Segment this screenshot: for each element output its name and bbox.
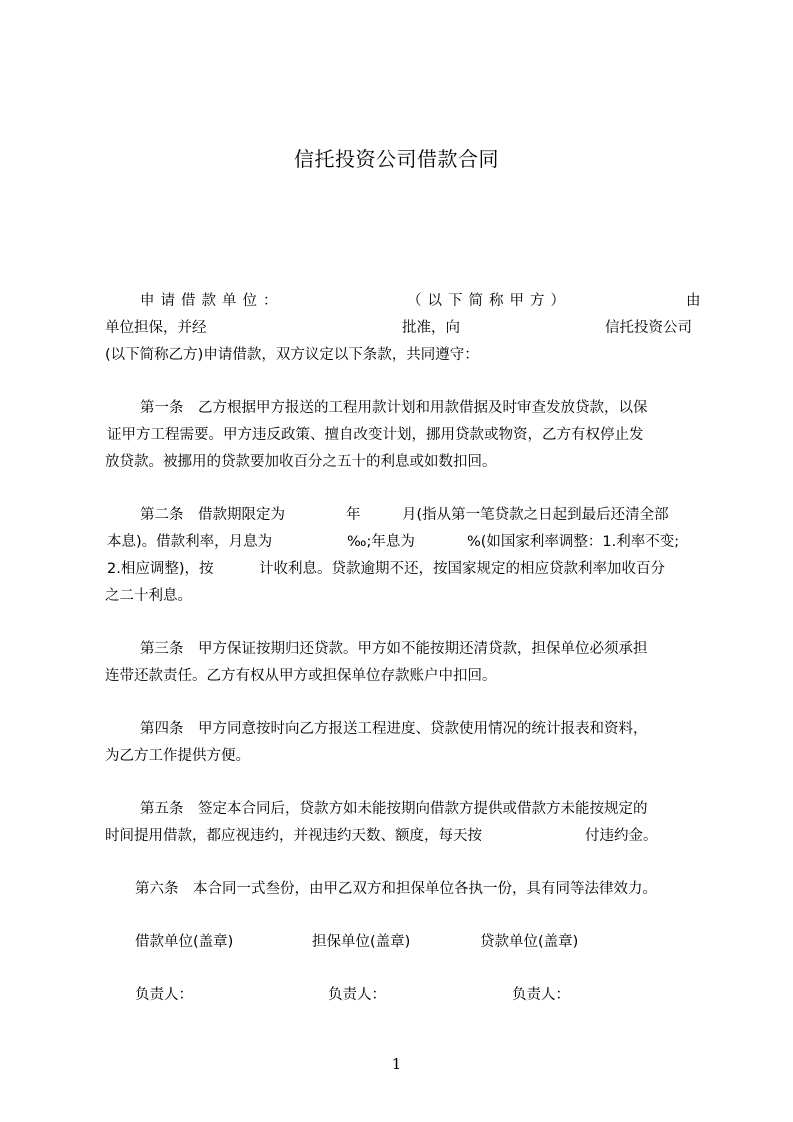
article-3-text-1: 第三条 甲方保证按期归还贷款。甲方如不能按期还清贷款，担保单位必须承担 [140, 641, 648, 657]
article-6-text-1: 第六条 本合同一式叁份，由甲乙双方和担保单位各执一份，具有同等法律效力。 [135, 881, 657, 897]
article-4-line-2 [105, 743, 700, 769]
article-4-line-1 [105, 716, 700, 742]
article-1-text-3: 放贷款。被挪用的贷款要加收百分之五十的利息或如数扣回。 [105, 454, 497, 470]
article-4-text-1: 第四条 甲方同意按时向乙方报送工程进度、贷款使用情况的统计报表和资料， [140, 721, 648, 737]
article-1-line-3 [105, 449, 700, 475]
article-5-text-2a: 时间提用借款，都应视违约，并视违约天数、额度，每天按 [105, 828, 482, 844]
document-title: 信托投资公司借款合同 [294, 147, 499, 171]
article-5-line-2 [105, 823, 700, 849]
article-1-text-1: 第一条 乙方根据甲方报送的工程用款计划和用款借据及时审查发放贷款，以保 [140, 400, 648, 416]
borrower-seal: 借款单位(盖章) [135, 934, 234, 950]
intro-line-1 [105, 288, 700, 314]
approval-text: 批准，向 [402, 320, 460, 336]
page-number: 1 [391, 1055, 402, 1073]
article-2-rate-adjust: %(如国家利率调整：1.利率不变; [467, 534, 680, 550]
article-1-text-2: 证甲方工程需要。甲方违反政策、擅自改变计划，挪用贷款或物资，乙方有权停止发 [107, 427, 644, 443]
article-2-month-text: 月(指从第一笔贷款之日起到最后还清全部 [402, 507, 669, 523]
article-1-line-1 [105, 395, 700, 421]
article-5-penalty: 付违约金。 [585, 828, 658, 844]
article-2-term-label: 第二条 借款期限定为 [140, 507, 285, 523]
intro-line-2 [105, 315, 700, 341]
article-4-text-2: 为乙方工作提供方便。 [105, 748, 250, 764]
intro-line-3-text: (以下简称乙方)申请借款，双方议定以下条款，共同遵守： [105, 347, 479, 363]
article-2-year: 年 [346, 507, 361, 523]
trust-company-text: 信托投资公司 [605, 320, 692, 336]
lender-head: 负责人： [512, 987, 570, 1003]
article-5-text-1: 第五条 签定本合同后，贷款方如未能按期向借款方提供或借款方未能按规定的 [140, 801, 648, 817]
article-2-line-1 [105, 502, 700, 528]
signature-seals-row [105, 929, 700, 955]
article-5-line-1 [105, 796, 700, 822]
borrower-head: 负责人： [135, 987, 193, 1003]
article-6-line-1 [105, 876, 700, 902]
article-2-annual-rate: ‰;年息为 [347, 534, 415, 550]
article-2-interest-method: 2.相应调整)，按 [107, 561, 214, 577]
guarantor-seal: 担保单位(盖章) [312, 934, 411, 950]
article-1-line-2 [105, 422, 700, 448]
article-2-line-4 [105, 583, 700, 609]
article-2-overdue-text: 计收利息。贷款逾期不还，按国家规定的相应贷款利率加收百分 [259, 561, 665, 577]
article-3-text-2: 连带还款责任。乙方有权从甲方或担保单位存款账户中扣回。 [105, 668, 497, 684]
applicant-label: 申请借款单位： [140, 293, 284, 309]
article-3-line-2 [105, 663, 700, 689]
guarantee-text: 单位担保，并经 [105, 320, 207, 336]
guarantor-head: 负责人： [328, 987, 386, 1003]
article-2-monthly-rate: 本息)。借款利率，月息为 [107, 534, 273, 550]
word-you: 由 [686, 293, 700, 309]
intro-line-3 [105, 342, 700, 368]
article-3-line-1 [105, 636, 700, 662]
abbr-jia-label: （以下简称甲方） [407, 293, 571, 309]
article-2-text-4: 之二十利息。 [105, 588, 192, 604]
article-2-line-2 [105, 529, 700, 555]
article-2-line-3 [105, 556, 700, 582]
lender-seal: 贷款单位(盖章) [480, 934, 579, 950]
signature-heads-row [105, 982, 700, 1008]
